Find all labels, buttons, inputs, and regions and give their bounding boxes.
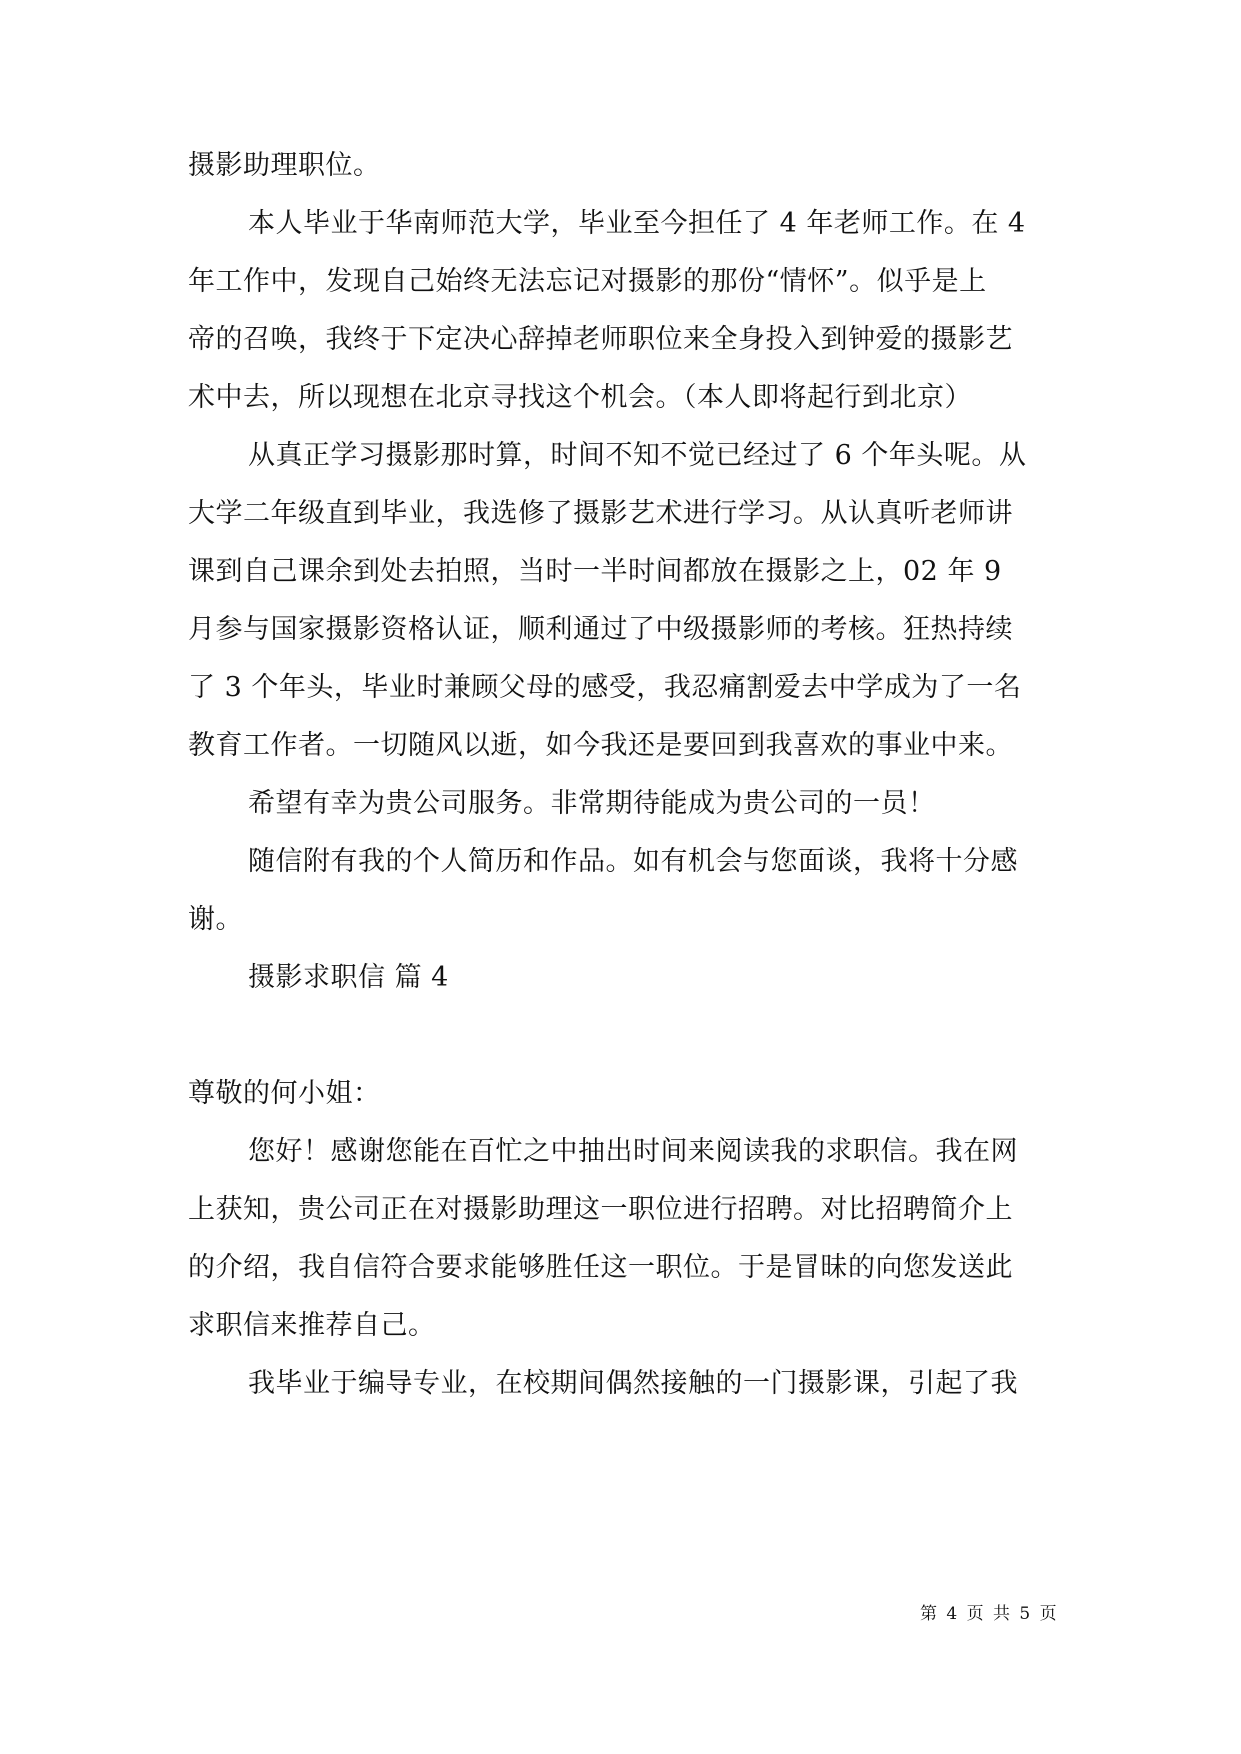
text-line: 年工作中，发现自己始终无法忘记对摄影的那份“情怀”。似乎是上 [188, 266, 987, 297]
text-line: 大学二年级直到毕业，我选修了摄影艺术进行学习。从认真听老师讲 [188, 498, 1013, 529]
text-line: 求职信来推荐自己。 [188, 1310, 436, 1341]
text-line: 希望有幸为贵公司服务。非常期待能成为贵公司的一员！ [248, 788, 936, 819]
text-line: 上获知，贵公司正在对摄影助理这一职位进行招聘。对比招聘简介上 [188, 1194, 1013, 1225]
text-line: 教育工作者。一切随风以逝，如今我还是要回到我喜欢的事业中来。 [188, 730, 1013, 761]
page-number-footer: 第 4 页 共 5 页 [920, 1604, 1059, 1624]
text-line: 您好！感谢您能在百忙之中抽出时间来阅读我的求职信。我在网 [248, 1136, 1018, 1167]
text-line: 本人毕业于华南师范大学，毕业至今担任了 4 年老师工作。在 4 [248, 208, 1026, 239]
text-line: 随信附有我的个人简历和作品。如有机会与您面谈，我将十分感 [248, 846, 1018, 877]
text-line: 术中去，所以现想在北京寻找这个机会。（本人即将起行到北京） [188, 382, 972, 413]
salutation: 尊敬的何小姐： [188, 1078, 381, 1109]
text-line: 我毕业于编导专业，在校期间偶然接触的一门摄影课，引起了我 [248, 1368, 1018, 1399]
text-line: 从真正学习摄影那时算，时间不知不觉已经过了 6 个年头呢。从 [248, 440, 1027, 471]
text-line: 了 3 个年头，毕业时兼顾父母的感受，我忍痛割爱去中学成为了一名 [188, 672, 1022, 703]
text-line: 摄影助理职位。 [188, 150, 381, 181]
text-line: 帝的召唤，我终于下定决心辞掉老师职位来全身投入到钟爱的摄影艺 [188, 324, 1013, 355]
text-line: 谢。 [188, 904, 243, 935]
text-line: 课到自己课余到处去拍照，当时一半时间都放在摄影之上，02 年 9 [188, 556, 1002, 587]
text-line: 的介绍，我自信符合要求能够胜任这一职位。于是冒昧的向您发送此 [188, 1252, 1013, 1283]
section-heading: 摄影求职信 篇 4 [248, 962, 449, 993]
text-line: 月参与国家摄影资格认证，顺利通过了中级摄影师的考核。狂热持续 [188, 614, 1013, 645]
